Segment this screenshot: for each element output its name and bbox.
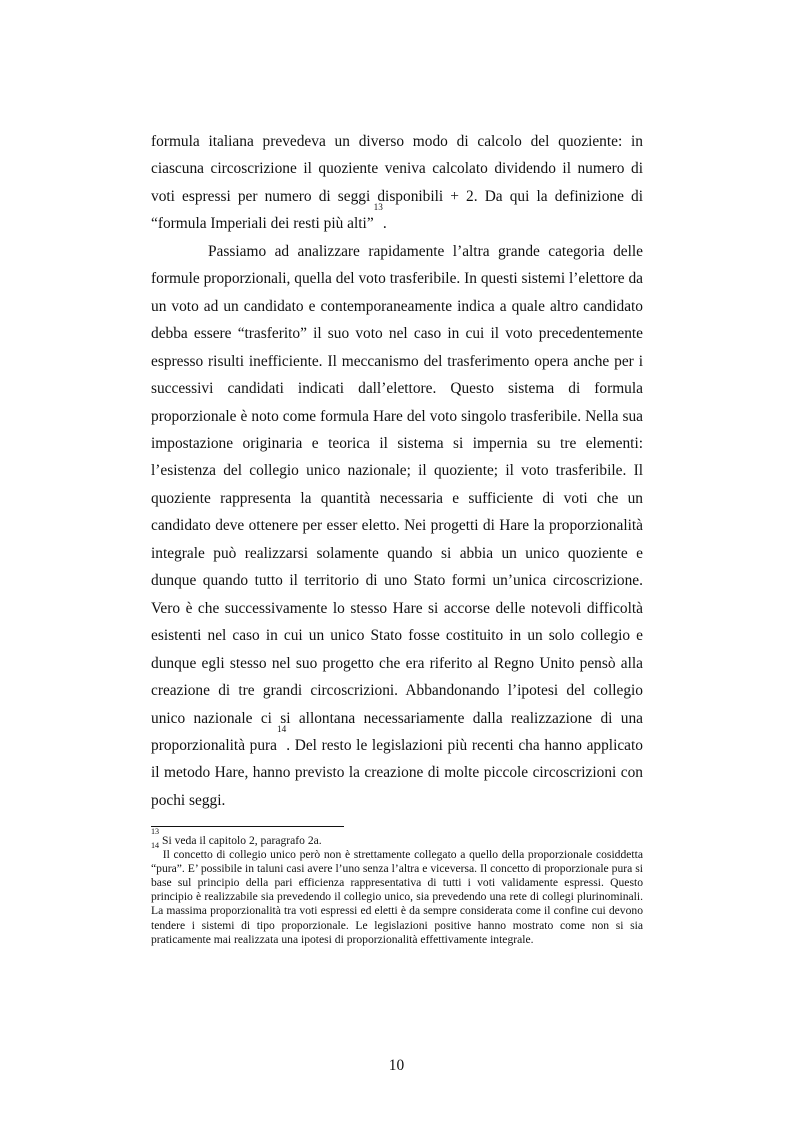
footnote-text: Si veda il capitolo 2, paragrafo 2a. (159, 834, 322, 847)
footnote-ref-14: 14 (277, 723, 287, 734)
footnote-number: 14 (151, 841, 160, 851)
page-number: 10 (388, 1057, 405, 1074)
footnotes (151, 826, 643, 947)
paragraph-text: formula italiana prevedeva un diverso modo di calcolo del quoziente: in ciascuna circoscrizione il quoziente veniva calcolato dividendo il numero di voti espressi per numero di seggi disponibili + 2. Da qui la definizione di “formula Imperiali dei resti più alti” (151, 133, 643, 233)
paragraph-tail: . Del resto le legislazioni più recenti cha hanno applicato il metodo Hare, hanno previsto la creazione di molte piccole circoscrizioni con pochi seggi. (151, 736, 643, 809)
footnote-separator (151, 826, 344, 827)
paragraph-continued (151, 128, 643, 238)
footnote-14 (151, 841, 643, 947)
footnote-number: 13 (151, 826, 160, 836)
paragraph-tail: . (382, 215, 387, 233)
footnote-ref-13: 13 (373, 202, 383, 213)
body-text (151, 128, 643, 814)
paragraph-text: Passiamo ad analizzare rapidamente l’altra grande categoria delle formule proporzionali, quella del voto trasferibile. In questi sistemi l’elettore da un voto ad un candidato e contemporaneamente indica a quale altro candidato debba essere “trasferito” il suo voto nel caso in cui il voto precedentemente espresso risulti inefficiente. Il meccanismo del trasferimento opera anche per i successivi candidati indicati dall’elettore. Questo sistema di formula proporzionale è noto come formula Hare del voto singolo trasferibile. Nella sua impostazione originaria e teorica il sistema si impernia su tre elementi: l’esistenza del collegio unico nazionale; il quoziente; il voto trasferibile. Il quoziente rappresenta la quantità necessaria e sufficiente di voti che un candidato deve ottenere per esser eletto. Nei progetti di Hare la proporzionalità integrale può realizzarsi solamente quando si abbia un unico quoziente e dunque quando tutto il territorio di uno Stato formi un’unica circoscrizione. Vero è che successivamente lo stesso Hare si accorse delle notevoli difficoltà esistenti nel caso in cui un unico Stato fosse costituito in un solo collegio e dunque egli stesso nel suo progetto che era riferito al Regno Unito pensò alla creazione di tre grandi circoscrizioni. Abbandonando l’ipotesi del collegio unico nazionale ci si allontana necessariamente dalla realizzazione di una proporzionalità pura (151, 242, 643, 754)
footnote-text: Il concetto di collegio unico però non è strettamente collegato a quello della proporzionale cosiddetta “pura”. E’ possibile in taluni casi avere l’uno senza l’altra e viceversa. Il concetto di proporzionale pura si base sul principio della pari efficienza rappresentativa di tutti i voti validamente espressi. Questo principio è realizzabile sia prevedendo il collegio unico, sia prevedendo una rete di collegi plurinominali. La massima proporzionalità tra voti espressi ed eletti è da sempre considerata come il confine cui devono tendere i sistemi di tipo proporzionale. Le legislazioni positive hanno mostrato come non si sia praticamente mai realizzata una ipotesi di proporzionalità effettivamente integrale. (151, 848, 643, 946)
paragraph-voto-trasferibile (151, 238, 643, 815)
footnote-13 (151, 826, 643, 851)
